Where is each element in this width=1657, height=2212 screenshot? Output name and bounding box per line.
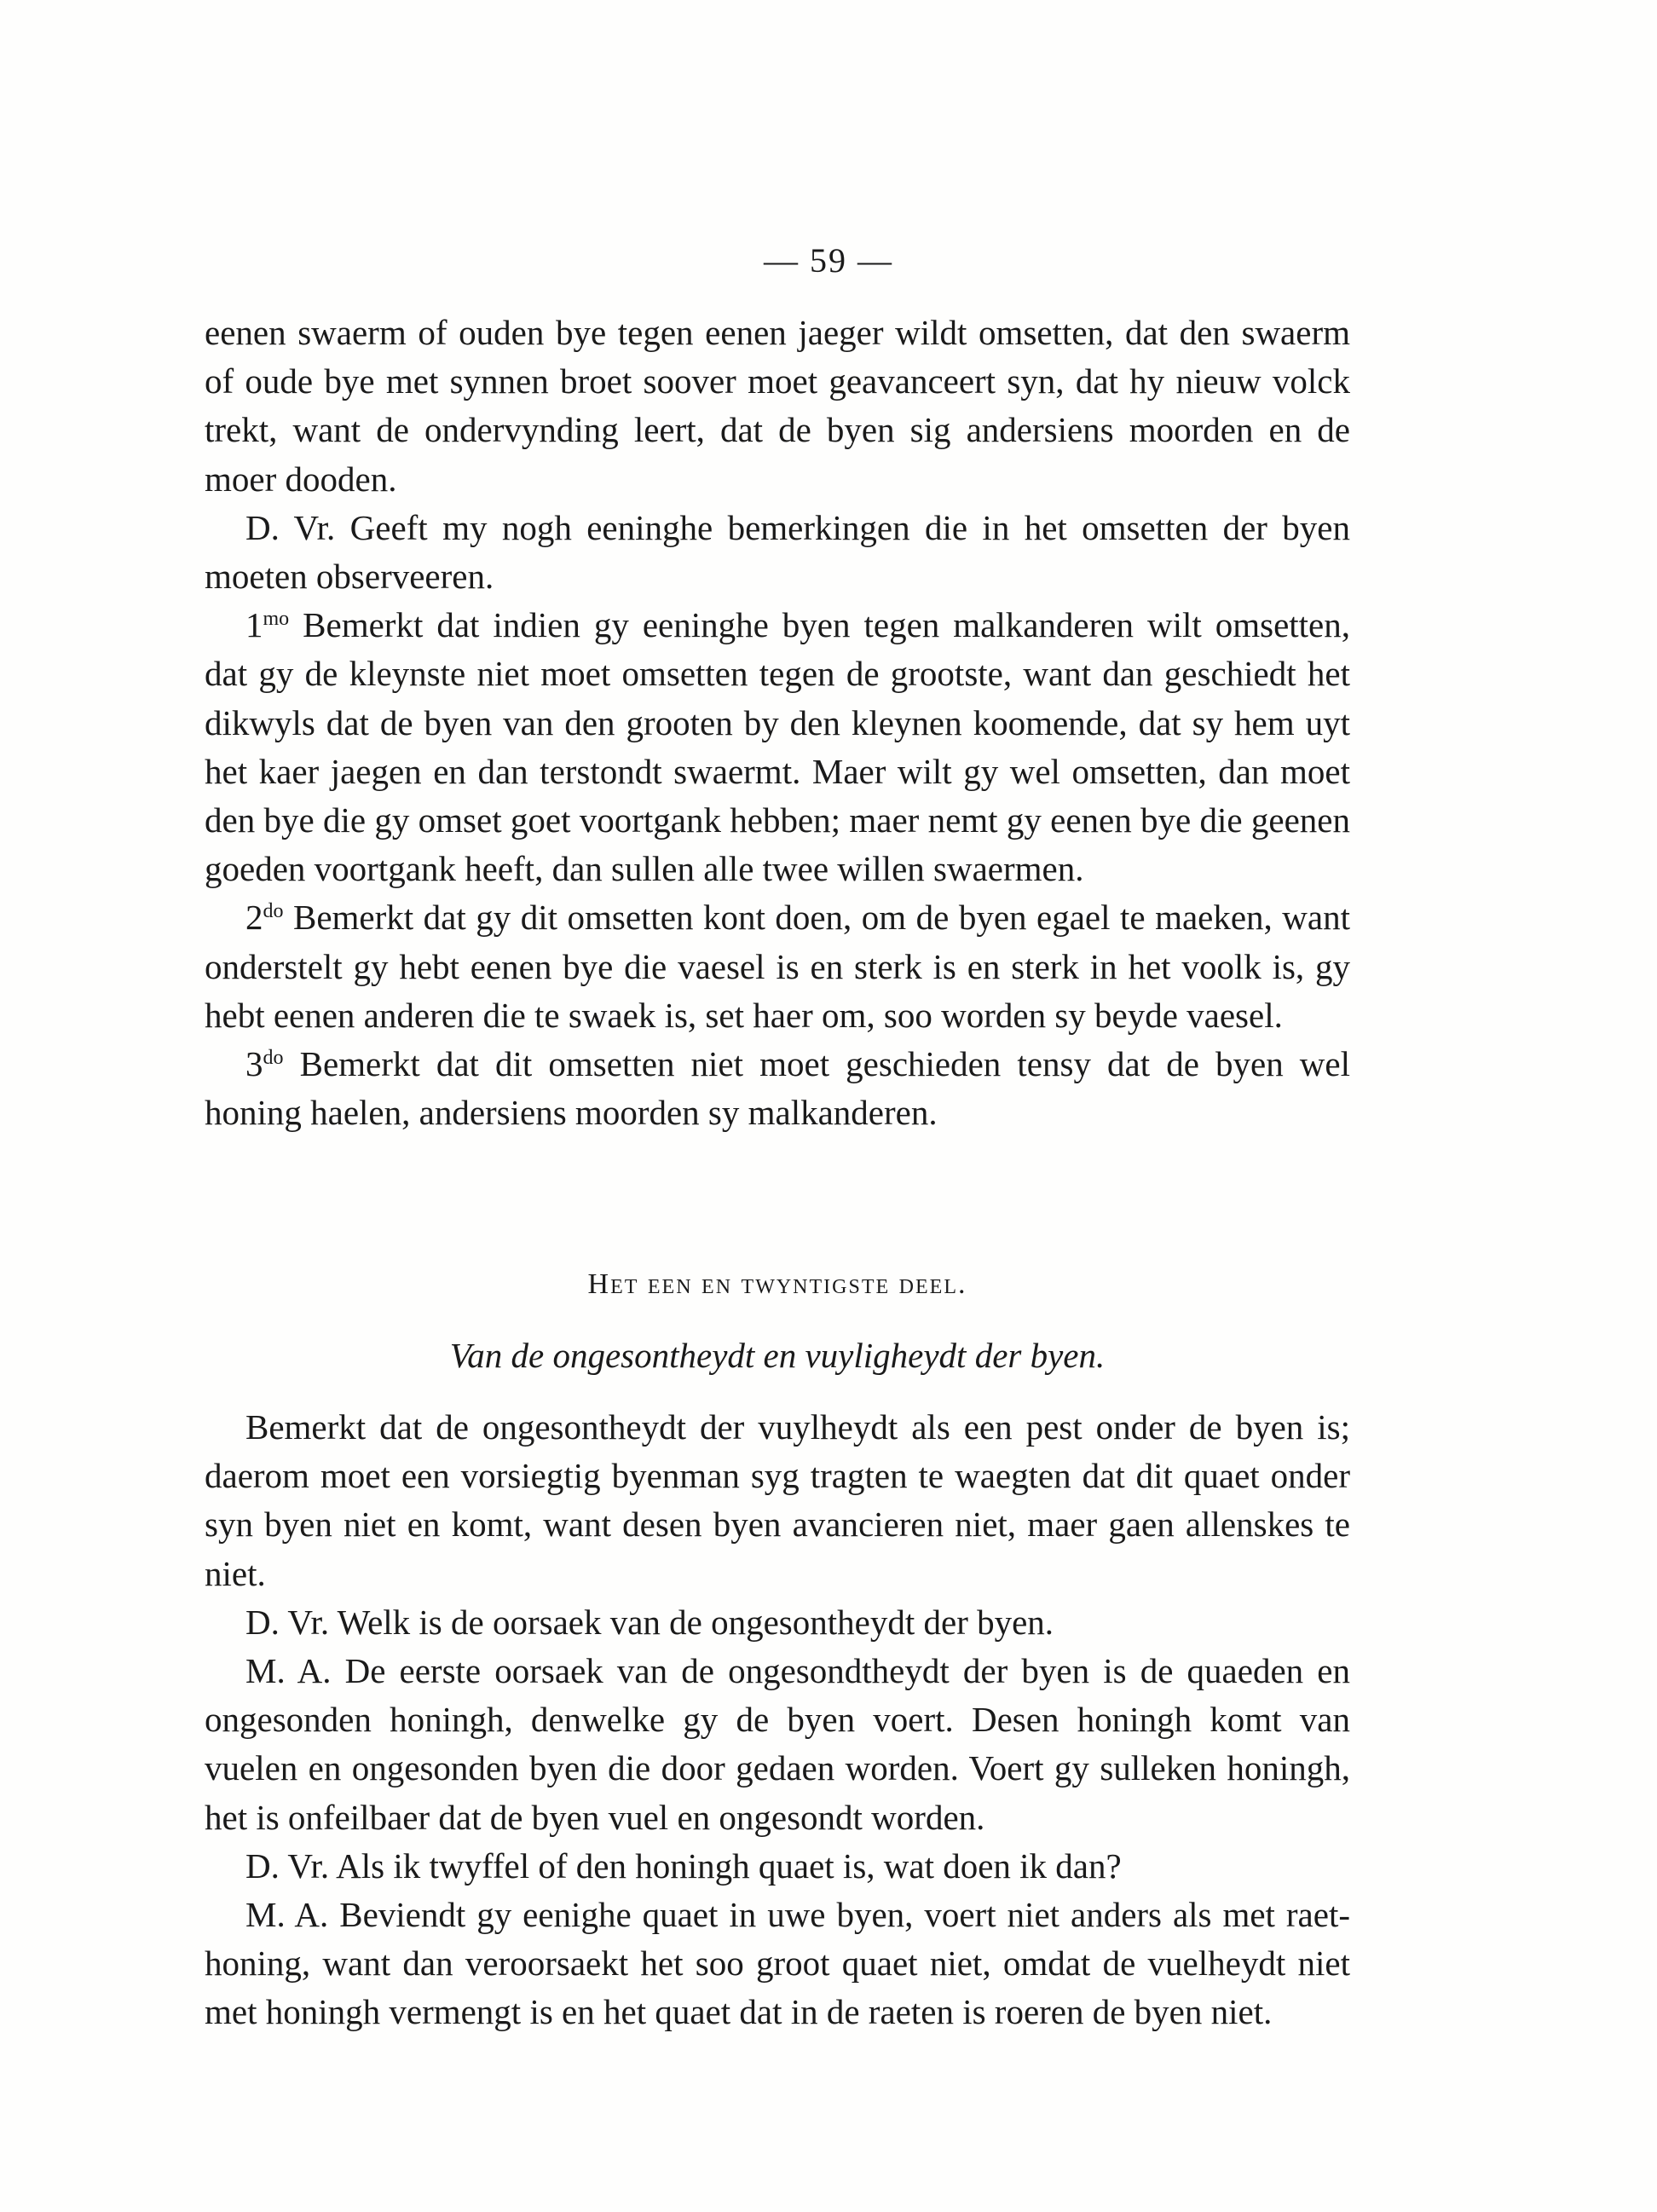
remark-3-number: 3 [245,1044,263,1084]
paragraph-remark-impurity: Bemerkt dat de ongesontheydt der vuylheydt als een pest onder de byen is; daerom moet een vorsiegtig byenman syg tragten te waegten dat dit quaet onder syn byen niet en komt, want desen byen avancieren niet, maer gaen allenskes te niet. [205,1407,1350,1593]
paragraph-question-doubt: D. Vr. Als ik twyffel of den honingh quaet is, wat doen ik dan? [245,1845,1122,1886]
section-heading: Het een en twyntigste deel. [587,1268,967,1300]
remark-2-text: Bemerkt dat gy dit omsetten kont doen, om de byen egael te maeken, want onderstelt gy hebt eenen bye die vaesel is en sterk is en sterk in het voolk is, gy hebt eenen anderen die te swaek is, set haer om, soo worden sy beyde vaesel. [205,898,1350,1035]
remark-2-number: 2 [245,898,263,938]
paragraph-answer-cause: M. A. De eerste oorsaek van de ongesondtheydt der byen is de quaeden en ongesonden honingh, denwelke gy de byen voert. Desen honingh komt van vuelen en ongesonden byen die door gedaen worden. Voert gy sulleken honingh, het is onfeilbaer dat de byen vuel en ongesondt worden. [205,1651,1350,1837]
remark-1-suffix: mo [263,608,290,631]
bottom-text-block [205,1403,1350,2037]
paragraph-continuation: eenen swaerm of ouden bye tegen eenen jaeger wildt omsetten, dat den swaerm of oude bye met synnen broet soover moet geavanceert syn, dat hy nieuw volck trekt, want de ondervynding leert, dat de byen sig andersiens moorden en de moer dooden. [205,313,1350,499]
paragraph-remark-2 [205,893,1350,1040]
remark-3-suffix: do [263,1047,284,1070]
remark-3-text: Bemerkt dat dit omsetten niet moet geschieden tensy dat de byen wel honing haelen, andersiens moorden sy malkanderen. [205,1044,1350,1133]
paragraph-answer-doubt: M. A. Beviendt gy eenighe quaet in uwe byen, voert niet anders als met raet-honing, want dan veroorsaekt het soo groot quaet niet, omdat de vuelheydt niet met honingh vermengt is en het quaet dat in de raeten is roeren de byen niet. [205,1895,1350,2032]
top-text-block [205,309,1350,1137]
remark-1-number: 1 [245,605,263,645]
paragraph-remark-3 [205,1040,1350,1137]
paragraph-remark-1 [205,601,1350,893]
section-subtitle: Van de ongesontheydt en vuyligheydt der byen. [449,1336,1106,1375]
paragraph-question: D. Vr. Geeft my nogh eeninghe bemerkingen die in het omsetten der byen moeten observeeren. [205,507,1350,597]
remark-1-text: Bemerkt dat indien gy eeninghe byen tegen malkanderen wilt omsetten, dat gy de kleynste niet moet omsetten tegen de grootste, want dan geschiedt het dikwyls dat de byen van den grooten by den kleynen koomende, dat sy hem uyt het kaer jaegen en dan terstondt swaermt. Maer wilt gy wel omsetten, dan moet den bye die gy omset goet voortgank hebben; maer nemt gy eenen bye die geenen goeden voortgank heeft, dan sullen alle twee willen swaermen. [205,605,1350,889]
paragraph-question-cause: D. Vr. Welk is de oorsaek van de ongesontheydt der byen. [245,1602,1054,1642]
page-number: — 59 — [764,241,893,280]
remark-2-suffix: do [263,900,284,923]
